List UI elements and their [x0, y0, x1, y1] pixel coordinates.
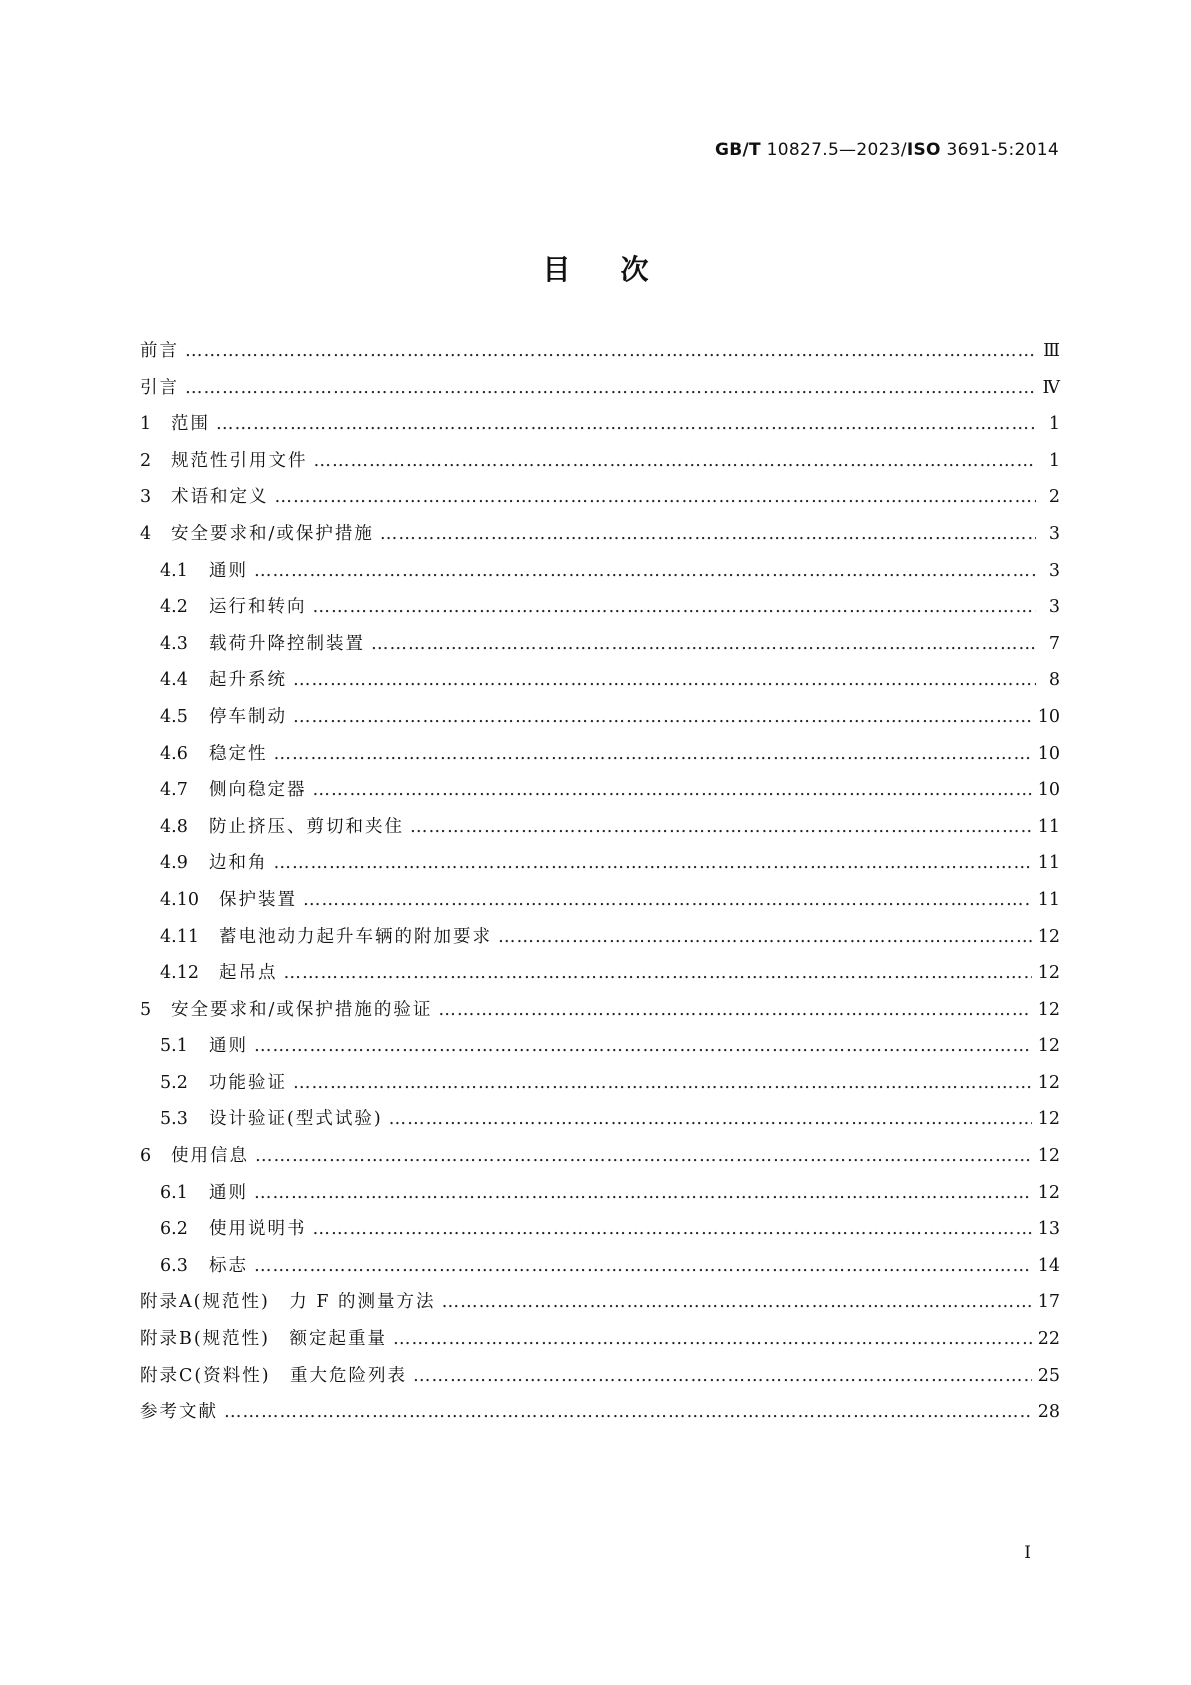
- toc-entry-number: 4.9: [160, 853, 188, 874]
- toc-entry[interactable]: [140, 1142, 1060, 1179]
- toc-entry-label: 蓄电池动力起升车辆的附加要求: [219, 926, 492, 947]
- toc-leader-dots: [224, 1402, 1032, 1422]
- toc-entry-page: 11: [1037, 816, 1060, 837]
- toc-entry-label: 规范性引用文件: [171, 450, 308, 471]
- toc-entry-page: 12: [1037, 1036, 1060, 1057]
- toc-entry-page: 12: [1037, 1182, 1060, 1203]
- toc-entry-label: 标志: [209, 1255, 248, 1276]
- toc-entry[interactable]: [140, 1179, 1060, 1216]
- toc-leader-dots: [254, 1183, 1032, 1203]
- toc-entry-page: 12: [1037, 1072, 1060, 1093]
- toc-entry-label: 边和角: [209, 853, 268, 874]
- toc-entry-number: 3: [140, 487, 152, 508]
- toc-entry-number: 1: [140, 414, 152, 435]
- toc-entry-label: 设计验证(型式试验): [209, 1109, 383, 1130]
- toc-leader-dots: [185, 378, 1036, 398]
- toc-entry-number: 5.2: [160, 1072, 188, 1093]
- toc-entry-label: 参考文献: [140, 1402, 218, 1423]
- toc-entry-number: 4.7: [160, 780, 188, 801]
- toc-entry[interactable]: [140, 1252, 1060, 1289]
- toc-leader-dots: [255, 1146, 1032, 1166]
- toc-entry[interactable]: [140, 923, 1060, 960]
- toc-entry-number: 4.8: [160, 816, 188, 837]
- toc-entry-label: 起升系统: [209, 670, 287, 691]
- toc-entry[interactable]: [140, 1069, 1060, 1106]
- toc-entry[interactable]: [140, 1105, 1060, 1142]
- toc-leader-dots: [293, 1073, 1032, 1093]
- toc-leader-dots: [413, 1366, 1032, 1386]
- toc-entry[interactable]: [140, 1288, 1060, 1325]
- toc-entry[interactable]: [140, 593, 1060, 630]
- toc-leader-dots: [389, 1109, 1032, 1129]
- toc-entry[interactable]: [140, 813, 1060, 850]
- toc-entry[interactable]: [140, 374, 1060, 411]
- toc-entry-page: 10: [1037, 743, 1060, 764]
- toc-entry-number: 5.3: [160, 1109, 188, 1130]
- toc-entry-label: 范围: [171, 414, 210, 435]
- toc-entry-label: 载荷升降控制装置: [209, 633, 365, 654]
- toc-leader-dots: [313, 780, 1032, 800]
- toc-entry-number: 6.3: [160, 1255, 188, 1276]
- toc-entry-label: 起吊点: [219, 963, 278, 984]
- toc-entry[interactable]: [140, 1032, 1060, 1069]
- toc-entry[interactable]: [140, 630, 1060, 667]
- standard-code-prefix: GB/T: [715, 140, 761, 160]
- toc-entry-number: 6.1: [160, 1182, 188, 1203]
- toc-leader-dots: [274, 853, 1032, 873]
- toc-entry-label: 稳定性: [209, 743, 268, 764]
- toc-entry[interactable]: [140, 959, 1060, 996]
- toc-entry[interactable]: [140, 886, 1060, 923]
- toc-entry-page: 28: [1037, 1402, 1060, 1423]
- toc-entry[interactable]: [140, 849, 1060, 886]
- toc-entry-page: 1: [1048, 414, 1060, 435]
- toc-entry-number: 6.2: [160, 1219, 188, 1240]
- toc-entry-page: 11: [1037, 853, 1060, 874]
- toc-entry-label: 运行和转向: [209, 597, 307, 618]
- toc-entry-page: 12: [1037, 999, 1060, 1020]
- toc-entry-label: 通则: [209, 1182, 248, 1203]
- toc-leader-dots: [275, 487, 1037, 507]
- toc-entry-label: 术语和定义: [171, 487, 269, 508]
- table-of-contents: [140, 337, 1060, 1435]
- toc-leader-dots: [216, 414, 1036, 434]
- toc-entry-label: 附录A(规范性) 力 F 的测量方法: [140, 1292, 436, 1313]
- toc-entry-page: Ⅲ: [1043, 341, 1060, 361]
- toc-entry-label: 附录C(资料性) 重大危险列表: [140, 1365, 408, 1386]
- standard-code-iso-number: 3691-5:2014: [940, 140, 1059, 160]
- toc-entry[interactable]: [140, 557, 1060, 594]
- toc-entry[interactable]: [140, 447, 1060, 484]
- toc-entry-page: 3: [1048, 523, 1060, 544]
- toc-entry-page: 2: [1048, 487, 1060, 508]
- standard-code-iso: ISO: [906, 140, 941, 160]
- toc-entry-label: 侧向稳定器: [209, 780, 307, 801]
- toc-entry[interactable]: [140, 703, 1060, 740]
- toc-entry-page: 10: [1037, 780, 1060, 801]
- toc-entry[interactable]: [140, 776, 1060, 813]
- toc-leader-dots: [393, 1329, 1032, 1349]
- toc-entry-label: 安全要求和/或保护措施: [171, 523, 374, 544]
- toc-entry-page: 10: [1037, 706, 1060, 727]
- toc-leader-dots: [254, 1256, 1032, 1276]
- toc-entry-number: 4.11: [160, 926, 199, 947]
- toc-entry-number: 4.4: [160, 670, 188, 691]
- toc-entry-page: 12: [1037, 926, 1060, 947]
- toc-entry-number: 4.12: [160, 963, 199, 984]
- toc-entry-number: 4.1: [160, 560, 188, 581]
- toc-entry[interactable]: [140, 520, 1060, 557]
- toc-entry-page: 3: [1048, 560, 1060, 581]
- toc-entry-page: 12: [1037, 1109, 1060, 1130]
- toc-entry-page: 22: [1037, 1329, 1060, 1350]
- toc-entry-page: 1: [1048, 450, 1060, 471]
- toc-entry-page: 25: [1037, 1365, 1060, 1386]
- toc-entry-page: 8: [1048, 670, 1060, 691]
- toc-leader-dots: [314, 451, 1037, 471]
- toc-leader-dots: [293, 670, 1036, 690]
- toc-entry-number: 6: [140, 1146, 152, 1167]
- toc-entry-page: 17: [1037, 1292, 1060, 1313]
- toc-entry-number: 4.3: [160, 633, 188, 654]
- toc-entry-number: 4.6: [160, 743, 188, 764]
- toc-entry[interactable]: [140, 666, 1060, 703]
- toc-entry-page: 12: [1037, 1146, 1060, 1167]
- toc-entry-page: 14: [1037, 1255, 1060, 1276]
- toc-entry-number: 4.5: [160, 706, 188, 727]
- toc-entry-page: 12: [1037, 963, 1060, 984]
- toc-entry[interactable]: [140, 1362, 1060, 1399]
- toc-entry-label: 防止挤压、剪切和夹住: [209, 816, 404, 837]
- toc-leader-dots: [254, 561, 1036, 581]
- toc-entry-label: 前言: [140, 341, 179, 361]
- toc-entry-label: 使用信息: [171, 1146, 249, 1167]
- toc-leader-dots: [380, 524, 1036, 544]
- toc-entry-label: 附录B(规范性) 额定起重量: [140, 1329, 388, 1350]
- toc-entry-number: 5.1: [160, 1036, 188, 1057]
- standard-code-number: 10827.5—2023/: [760, 140, 907, 160]
- toc-leader-dots: [313, 1219, 1032, 1239]
- toc-entry-label: 保护装置: [219, 889, 297, 910]
- toc-entry[interactable]: [140, 740, 1060, 777]
- toc-leader-dots: [254, 1036, 1032, 1056]
- toc-leader-dots: [371, 634, 1036, 654]
- toc-entry-number: 4: [140, 523, 152, 544]
- toc-entry[interactable]: [140, 1215, 1060, 1252]
- toc-entry-page: 3: [1048, 597, 1060, 618]
- toc-entry-label: 功能验证: [209, 1072, 287, 1093]
- standard-code: [715, 140, 1059, 160]
- toc-entry[interactable]: [140, 1398, 1060, 1435]
- toc-entry-label: 引言: [140, 377, 179, 398]
- toc-leader-dots: [498, 927, 1032, 947]
- toc-entry[interactable]: [140, 337, 1060, 374]
- toc-entry-number: 2: [140, 450, 152, 471]
- toc-entry[interactable]: [140, 1325, 1060, 1362]
- toc-leader-dots: [185, 341, 1036, 361]
- toc-leader-dots: [303, 890, 1032, 910]
- toc-entry-label: 停车制动: [209, 706, 287, 727]
- toc-entry-label: 使用说明书: [209, 1219, 307, 1240]
- toc-leader-dots: [410, 817, 1032, 837]
- toc-entry[interactable]: [140, 483, 1060, 520]
- page-number: Ⅰ: [1024, 1543, 1031, 1563]
- toc-entry-page: 7: [1048, 633, 1060, 654]
- toc-leader-dots: [442, 1292, 1032, 1312]
- toc-leader-dots: [313, 597, 1037, 617]
- toc-entry-page: Ⅳ: [1042, 377, 1060, 398]
- toc-entry-label: 通则: [209, 1036, 248, 1057]
- toc-entry-page: 13: [1037, 1219, 1060, 1240]
- toc-leader-dots: [274, 744, 1032, 764]
- toc-entry-page: 11: [1037, 889, 1060, 910]
- toc-entry-label: 通则: [209, 560, 248, 581]
- toc-leader-dots: [284, 963, 1032, 983]
- toc-entry[interactable]: [140, 996, 1060, 1033]
- toc-entry-number: 4.2: [160, 597, 188, 618]
- toc-leader-dots: [293, 707, 1032, 727]
- toc-leader-dots: [438, 1000, 1031, 1020]
- page-title: 目次: [542, 253, 699, 286]
- toc-entry-label: 安全要求和/或保护措施的验证: [171, 999, 433, 1020]
- toc-entry-number: 5: [140, 999, 152, 1020]
- toc-entry[interactable]: [140, 410, 1060, 447]
- toc-entry-number: 4.10: [160, 889, 199, 910]
